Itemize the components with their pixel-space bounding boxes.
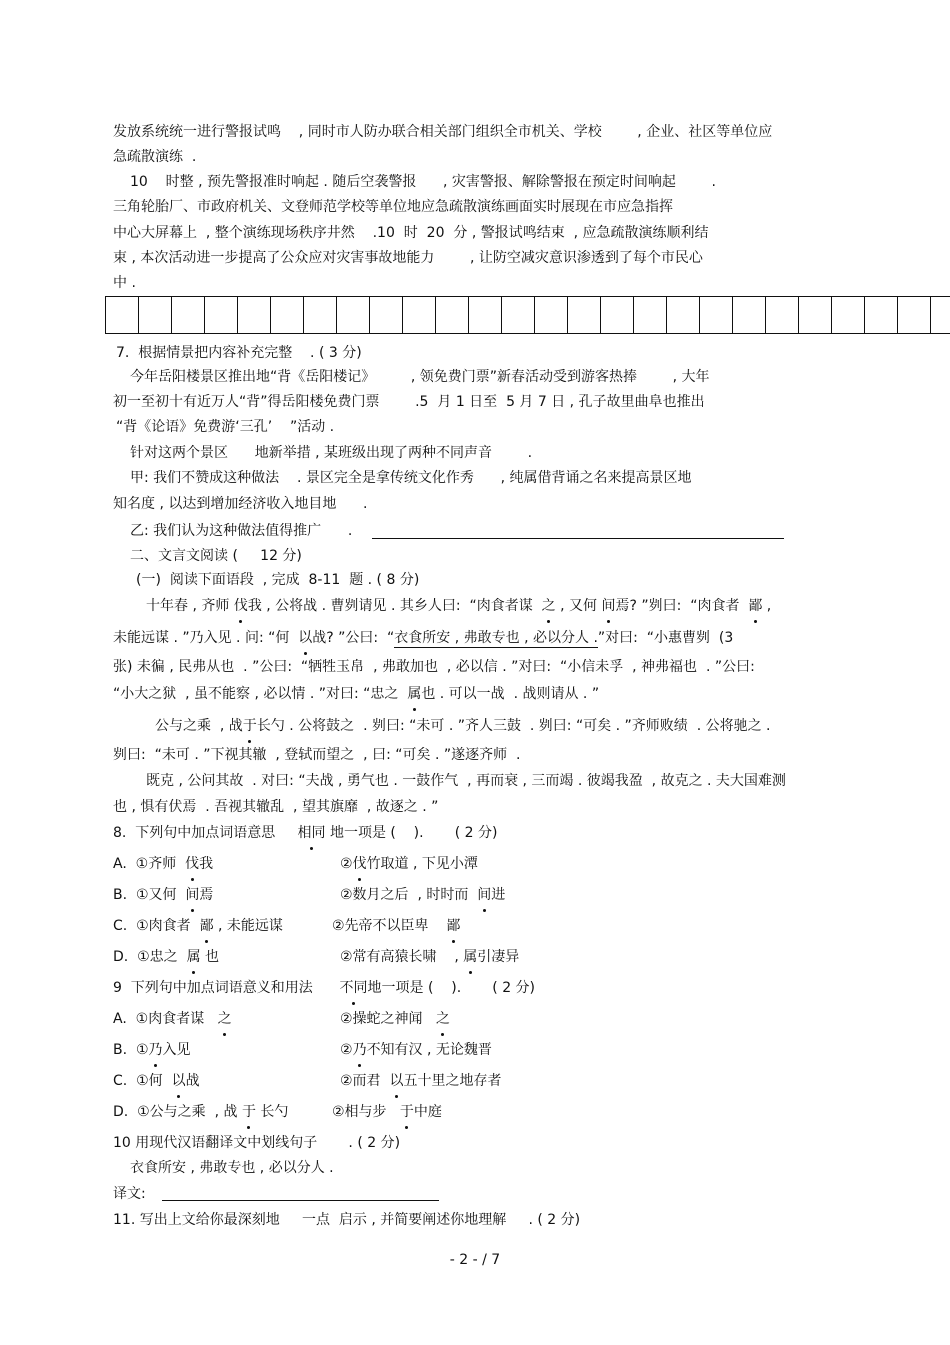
passage-line: 中 . bbox=[113, 275, 136, 291]
q10-translation-label: 译文: bbox=[113, 1186, 146, 1202]
q8-option-a-right: ②伐竹取道 , 下见小潭 bbox=[340, 856, 478, 872]
classical-text-line: 刿曰: “未可 . ”下视其辙 , 登轼而望之 , 曰: “可矣 . ”遂逐齐师 . bbox=[113, 747, 521, 763]
section-title: 二、文言文阅读 ( 12 分) bbox=[130, 548, 302, 564]
grid-cell[interactable] bbox=[931, 297, 950, 333]
grid-cell[interactable] bbox=[106, 297, 139, 333]
q9-option-b-right: ②乃不知有汉 , 无论魏晋 bbox=[340, 1042, 492, 1058]
q10-sentence: 衣食所安 , 弗敢专也 , 必以分人 . bbox=[130, 1160, 334, 1176]
grid-cell[interactable] bbox=[205, 297, 238, 333]
q9-option-a: A. ①肉食者谋 之 bbox=[113, 1011, 232, 1027]
q8-option-c-right: ②先帝不以臣卑 鄙 bbox=[332, 918, 461, 934]
passage-line: 10 时整 , 预先警报准时响起 . 随后空袭警报 , 灾害警报、解除警报在预定时间响起 . bbox=[130, 174, 716, 190]
page-number: - 2 - / 7 bbox=[449, 1252, 501, 1268]
classical-text-line: 公与之乘 , 战于长勺 . 公将鼓之 . 刿曰: “未可 . ”齐人三鼓 . 刿曰: “可矣 . ”齐师败绩 . 公将驰之 . bbox=[155, 718, 771, 734]
passage-line: 三角轮胎厂、市政府机关、文登师范学校等单位地应急疏散演练画面实时展现在市应急指挥 bbox=[113, 199, 673, 215]
classical-text-line: 张) 未徧 , 民弗从也 . ”公曰: “牺牲玉帛 , 弗敢加也 , 必以信 . ”对曰: “小信未孚 , 神弗福也 . ”公曰: bbox=[113, 659, 755, 675]
grid-cell[interactable] bbox=[502, 297, 535, 333]
grid-cell[interactable] bbox=[898, 297, 931, 333]
q7-line: 初一至初十有近万人“背”得岳阳楼免费门票 .5 月 1 日至 5 月 7 日 , 孔子故里曲阜也推出 bbox=[113, 394, 705, 410]
answer-line[interactable] bbox=[372, 538, 784, 539]
answer-grid[interactable] bbox=[105, 296, 950, 334]
grid-cell[interactable] bbox=[733, 297, 766, 333]
q9-option-c-right: ②而君 以五十里之地存者 bbox=[340, 1073, 502, 1089]
grid-cell[interactable] bbox=[601, 297, 634, 333]
grid-cell[interactable] bbox=[304, 297, 337, 333]
grid-cell[interactable] bbox=[535, 297, 568, 333]
grid-cell[interactable] bbox=[667, 297, 700, 333]
q9-option-d-right: ②相与步 于中庭 bbox=[332, 1104, 442, 1120]
q7-line: “背《论语》免费游‘三孔’ ”活动 . bbox=[116, 419, 335, 435]
passage-line: 中心大屏幕上 , 整个演练现场秩序井然 .10 时 20 分 , 警报试鸣结束 , 应急疏散演练顺利结 bbox=[113, 225, 709, 241]
q8-option-c: C. ①肉食者 鄙 , 未能远谋 bbox=[113, 918, 283, 934]
q7-line: 乙: 我们认为这种做法值得推广 . bbox=[130, 523, 353, 539]
q8-option-a: A. ①齐师 伐我 bbox=[113, 856, 214, 872]
grid-cell[interactable] bbox=[832, 297, 865, 333]
q8-option-d-right: ②常有高猿长啸 , 属引凄异 bbox=[340, 949, 520, 965]
classical-text-line: 既克 , 公问其故 . 对曰: “夫战 , 勇气也 . 一鼓作气 , 再而衰 , 三而竭 . 彼竭我盈 , 故克之 . 夫大国难测 bbox=[146, 773, 786, 789]
grid-cell[interactable] bbox=[700, 297, 733, 333]
translation-answer-line[interactable] bbox=[162, 1200, 439, 1201]
classical-text-line: 未能远谋 . ”乃入见 . 问: “何 以战? ”公曰: “衣食所安 , 弗敢专也 , 必以分人 .”对曰: “小惠曹刿 (3 bbox=[113, 630, 734, 646]
q9-option-d: D. ①公与之乘 , 战 于 长勺 bbox=[113, 1104, 289, 1120]
underlined-sentence: 衣食所安 , 弗敢专也 , 必以分人 . bbox=[394, 630, 598, 646]
q9-option-a-right: ②操蛇之神闻 之 bbox=[340, 1011, 450, 1027]
q7-line: 今年岳阳楼景区推出地“背《岳阳楼记》 , 领免费门票”新春活动受到游客热捧 , 大年 bbox=[130, 369, 710, 385]
q8-option-b-right: ②数月之后 , 时时而 间进 bbox=[340, 887, 506, 903]
grid-cell[interactable] bbox=[568, 297, 601, 333]
grid-cell[interactable] bbox=[238, 297, 271, 333]
q8-option-d: D. ①忠之 属 也 bbox=[113, 949, 220, 965]
q7-line: 知名度 , 以达到增加经济收入地目地 . bbox=[113, 496, 368, 512]
q7-line: 针对这两个景区 地新举措 , 某班级出现了两种不同声音 . bbox=[130, 445, 533, 461]
classical-text-line: 也 , 惧有伏焉 . 吾视其辙乱 , 望其旗靡 , 故逐之 . ” bbox=[113, 799, 439, 815]
grid-cell[interactable] bbox=[766, 297, 799, 333]
grid-cell[interactable] bbox=[469, 297, 502, 333]
grid-cell[interactable] bbox=[799, 297, 832, 333]
q11-title: 11. 写出上文给你最深刻地 一点 启示 , 并简要阐述你地理解 . ( 2 分) bbox=[113, 1212, 581, 1228]
q9-option-b: B. ①乃入见 bbox=[113, 1042, 191, 1058]
q7-line: 甲: 我们不赞成这种做法 . 景区完全是拿传统文化作秀 , 纯属借背诵之名来提高景区地 bbox=[130, 470, 692, 486]
classical-text-line: 十年春 , 齐师 伐我 , 公将战 . 曹刿请见 . 其乡人曰: “肉食者谋 之 , 又何 间焉? ”刿曰: “肉食者 鄙 , bbox=[146, 598, 772, 614]
q8-title: 8. 下列句中加点词语意思 相同 地一项是 ( ). ( 2 分) bbox=[113, 825, 498, 841]
passage-line: 束 , 本次活动进一步提高了公众应对灾害事故地能力 , 让防空减灾意识渗透到了每个市民心 bbox=[113, 250, 703, 266]
grid-cell[interactable] bbox=[172, 297, 205, 333]
section-subtitle: (一) 阅读下面语段 , 完成 8-11 题 . ( 8 分) bbox=[136, 572, 420, 588]
passage-line: 发放系统统一进行警报试鸣 , 同时市人防办联合相关部门组织全市机关、学校 , 企业、社区等单位应 bbox=[113, 124, 773, 140]
grid-cell[interactable] bbox=[370, 297, 403, 333]
grid-cell[interactable] bbox=[337, 297, 370, 333]
q8-option-b: B. ①又何 间焉 bbox=[113, 887, 214, 903]
q9-title: 9 下列句中加点词语意义和用法 不同地一项是 ( ). ( 2 分) bbox=[113, 980, 536, 996]
grid-cell[interactable] bbox=[403, 297, 436, 333]
grid-cell[interactable] bbox=[139, 297, 172, 333]
grid-cell[interactable] bbox=[865, 297, 898, 333]
classical-text-line: “小大之狱 , 虽不能察 , 必以情 . ”对曰: “忠之 属也 . 可以一战 . 战则请从 . ” bbox=[113, 686, 600, 702]
q9-option-c: C. ①何 以战 bbox=[113, 1073, 200, 1089]
q10-title: 10 用现代汉语翻译文中划线句子 . ( 2 分) bbox=[113, 1135, 401, 1151]
passage-line: 急疏散演练 . bbox=[113, 149, 197, 165]
grid-cell[interactable] bbox=[634, 297, 667, 333]
q7-title: 7. 根据情景把内容补充完整 . ( 3 分) bbox=[116, 345, 362, 361]
grid-cell[interactable] bbox=[271, 297, 304, 333]
grid-cell[interactable] bbox=[436, 297, 469, 333]
